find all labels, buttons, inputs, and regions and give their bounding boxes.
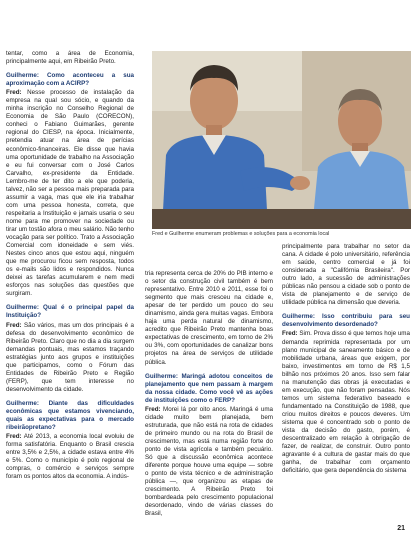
answer-1: Fred: Nesse processo de instalação da empresa na qual sou sócio, e quando da minha inscrição no Conselho Regional de Economia de São Paulo (CORECON), conheci o Fabiano Guimarães, gerente regional do CIESP, na época. Inicialmente, pretendia atuar na área de perícias econômico-financeiras. Ele disse que havia uma oportunidade de trabalho na Associação e eu fui conversar com o José Carlos Carvalho, ex-presidente da Entidade. Lembro-me de ter dito a ele que poderia, talvez, não ser a pessoa mais preparada para assumir a vaga, mas que ele iria trabalhar com uma pessoa honesta, correta, que respeitaria a Instituição e jamais usaria o seu nome para me promover na sociedade ou tirar um tostão afora o meu salário. Não tenho vocação para ser político. Trato a Associação Comercial com idoneidade e sem viés. Nestes cinco anos que estou aqui, ninguém que me procurou ficou sem resposta, todos os e-mails são lidos e respondidos. Nunca deixei as tarefas acumularem e nem medi esforços nas soluções das questões que surgiram. [6, 89, 134, 298]
photo-caption: Fred e Guilherme enumeram problemas e soluções para a economia local [152, 231, 330, 237]
text-column-2 [145, 270, 273, 518]
photo-illustration [152, 51, 411, 229]
page-number: 21 [397, 525, 405, 532]
answer-3: Fred: Até 2013, a economia local evoluiu de forma satisfatória. Enquanto o Brasil crescia entre 3,5% e 2,5%, a cidade estava entre 4% e 5%. Como o município é polo regional de compras, o comércio e serviços sempre foram os pontos altos da economia. A indús- [6, 433, 134, 481]
interview-photo [152, 51, 411, 229]
answer-4-continued: principalmente para trabalhar no setor da cana. A cidade é polo universitário, referência em saúde, centro comercial e já foi considerada a "Califórnia Brasileira". Por outro lado, a sucessão de administrações públicas não pensou a cidade sob o ponto de vista de planejamento e de serviço de utilidade pública na dimensão que deveria. [282, 243, 410, 307]
question-5: Guilherme: Isso contribuiu para seu desenvolvimento desordenado? [282, 313, 410, 329]
text-column-3 [282, 243, 410, 475]
answer-4: Fred: Morei lá por oito anos. Maringá é uma cidade muito bem planejada, bem estruturada, que não está na rota de cidades de primeiro mundo ou na rota do Brasil de crescimento, mas está numa região forte do ponto de vista agrícola e também pecuário. Só que a discussão econômica acontece diferente porque houve uma equipe — sobre o ponto de vista técnico e de administração pública —, que organizou as etapas de crescimento. A Ribeirão Preto foi bombardeada pelo crescimento populacional desordenado, vindo de várias classes do Brasil, [145, 405, 273, 518]
question-1: Guilherme: Como aconteceu a sua aproximação com a ACIRP? [6, 72, 134, 88]
question-4: Guilherme: Maringá adotou conceitos de planejamento que nem passam à margem da nossa cidade. Como você vê as ações de instituições como o FERP? [145, 372, 273, 404]
question-3: Guilherme: Diante das dificuldades econômicas que estamos vivenciando, quais as expectativas para o mercado ribeirãopretano? [6, 399, 134, 432]
answer-3-continued: tria representa cerca de 20% do PIB interno e o setor da construção civil também é bem representativo. Entre 2010 e 2011, esse foi o segmento que mais cresceu na cidade e, apesar de ter perdido um pouco do seu dinamismo, ainda gera muitas vagas. Embora haja uma perda natural de dinamismo, acredito que Ribeirão Preto mantenha boas expectativas de crescimento, em torno de 2% ou 3%, com oportunidades de canalizar bons projetos na área de serviços de utilidade pública. [145, 270, 273, 366]
answer-5: Fred: Sim. Prova disso é que temos hoje uma demanda reprimida representada por um plano municipal de saneamento básico e de mobilidade urbana, áreas que exigem, por baixo, investimentos em torno de R$ 1,5 bilhão nos próximos 20 anos. Isso sem falar na manutenção das obras já executadas e em execução, que não foram pensadas. Nós temos um sistema federativo baseado e fundamentado na Constituição de 1988, que criou muitos direitos e poucos deveres. Um sistema que é concentrado sob o ponto de vista da decisão do gasto, porém, é descentralizado em relação à obrigação de fazer, de realizar, de construir. Outro ponto agravante é a cultura de gastar mais do que ganha, de trabalhar com orçamento deficitário, que gera dependência do sistema [282, 330, 410, 475]
text-column-1 [6, 50, 134, 481]
intro-paragraph: tentar, como a área de Economia, principalmente aqui, em Ribeirão Preto. [6, 50, 134, 66]
answer-2: Fred: São vários, mas um dos principais é a defesa do desenvolvimento econômico de Ribeirão Preto. Claro que no dia a dia surgem demandas pontuais, mas estamos traçando estratégias junto aos grupos e instituições que participamos, como o Fórum das Entidades de Ribeirão Preto e Região (FERP), que tem interesse no desenvolvimento da cidade. [6, 321, 134, 393]
question-2: Guilherme: Qual é o principal papel da Instituição? [6, 304, 134, 320]
